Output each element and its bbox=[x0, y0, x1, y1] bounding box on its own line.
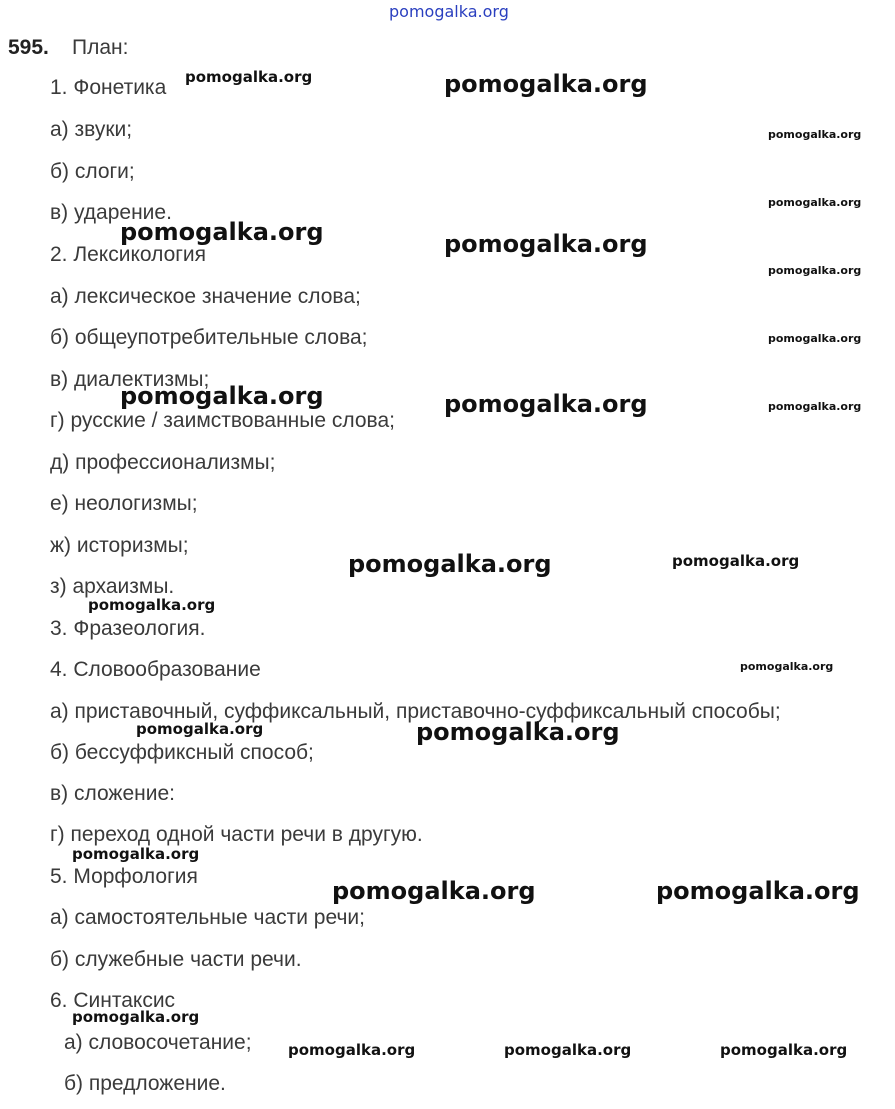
watermark: pomogalka.org bbox=[288, 1041, 416, 1059]
watermark: pomogalka.org bbox=[504, 1041, 632, 1059]
plan-line: 4. Словообразование bbox=[50, 658, 261, 681]
watermark: pomogalka.org bbox=[72, 845, 200, 863]
watermark: pomogalka.org bbox=[656, 877, 860, 905]
plan-line: д) профессионализмы; bbox=[50, 451, 276, 474]
plan-line: б) слоги; bbox=[50, 160, 135, 183]
watermark: pomogalka.org bbox=[88, 596, 216, 614]
plan-line: а) звуки; bbox=[50, 118, 133, 141]
plan-line: 1. Фонетика bbox=[50, 76, 167, 99]
watermark: pomogalka.org bbox=[672, 552, 800, 570]
watermark: pomogalka.org bbox=[740, 660, 834, 673]
watermark: pomogalka.org bbox=[768, 128, 862, 141]
plan-line: г) переход одной части речи в другую. bbox=[50, 823, 423, 846]
watermark: pomogalka.org bbox=[768, 332, 862, 345]
watermark: pomogalka.org bbox=[444, 70, 648, 98]
plan-line: а) лексическое значение слова; bbox=[50, 285, 361, 308]
plan-line: 5. Морфология bbox=[50, 865, 198, 888]
plan-line: з) архаизмы. bbox=[50, 575, 175, 598]
watermark: pomogalka.org bbox=[768, 264, 862, 277]
plan-line: в) ударение. bbox=[50, 201, 172, 224]
plan-line: 6. Синтаксис bbox=[50, 989, 176, 1012]
plan-line: а) приставочный, суффиксальный, приставочно-суффиксальный способы; bbox=[50, 700, 781, 723]
plan-line: г) русские / заимствованные слова; bbox=[50, 409, 395, 432]
watermark-top: pomogalka.org bbox=[389, 2, 509, 21]
watermark: pomogalka.org bbox=[72, 1008, 200, 1026]
watermark: pomogalka.org bbox=[185, 68, 313, 86]
watermark: pomogalka.org bbox=[444, 390, 648, 418]
plan-line: б) служебные части речи. bbox=[50, 948, 302, 971]
task-number: 595. bbox=[8, 36, 49, 59]
watermark: pomogalka.org bbox=[444, 230, 648, 258]
watermark: pomogalka.org bbox=[720, 1041, 848, 1059]
plan-line: б) предложение. bbox=[64, 1072, 226, 1095]
plan-line: а) словосочетание; bbox=[64, 1031, 252, 1054]
watermark: pomogalka.org bbox=[332, 877, 536, 905]
watermark: pomogalka.org bbox=[768, 400, 862, 413]
watermark: pomogalka.org bbox=[768, 196, 862, 209]
plan-line: 3. Фразеология. bbox=[50, 617, 206, 640]
plan-line: в) сложение: bbox=[50, 782, 175, 805]
plan-line: б) общеупотребительные слова; bbox=[50, 326, 368, 349]
watermark: pomogalka.org bbox=[120, 218, 324, 246]
plan-line: 2. Лексикология bbox=[50, 243, 207, 266]
watermark: pomogalka.org bbox=[416, 718, 620, 746]
plan-line: в) диалектизмы; bbox=[50, 368, 210, 391]
task-heading: План: bbox=[72, 36, 129, 59]
plan-line: а) самостоятельные части речи; bbox=[50, 906, 365, 929]
plan-line: е) неологизмы; bbox=[50, 492, 198, 515]
plan-line: б) бессуффиксный способ; bbox=[50, 741, 314, 764]
watermark: pomogalka.org bbox=[136, 720, 264, 738]
plan-line: ж) историзмы; bbox=[50, 534, 189, 557]
watermark: pomogalka.org bbox=[120, 382, 324, 410]
watermark: pomogalka.org bbox=[348, 550, 552, 578]
